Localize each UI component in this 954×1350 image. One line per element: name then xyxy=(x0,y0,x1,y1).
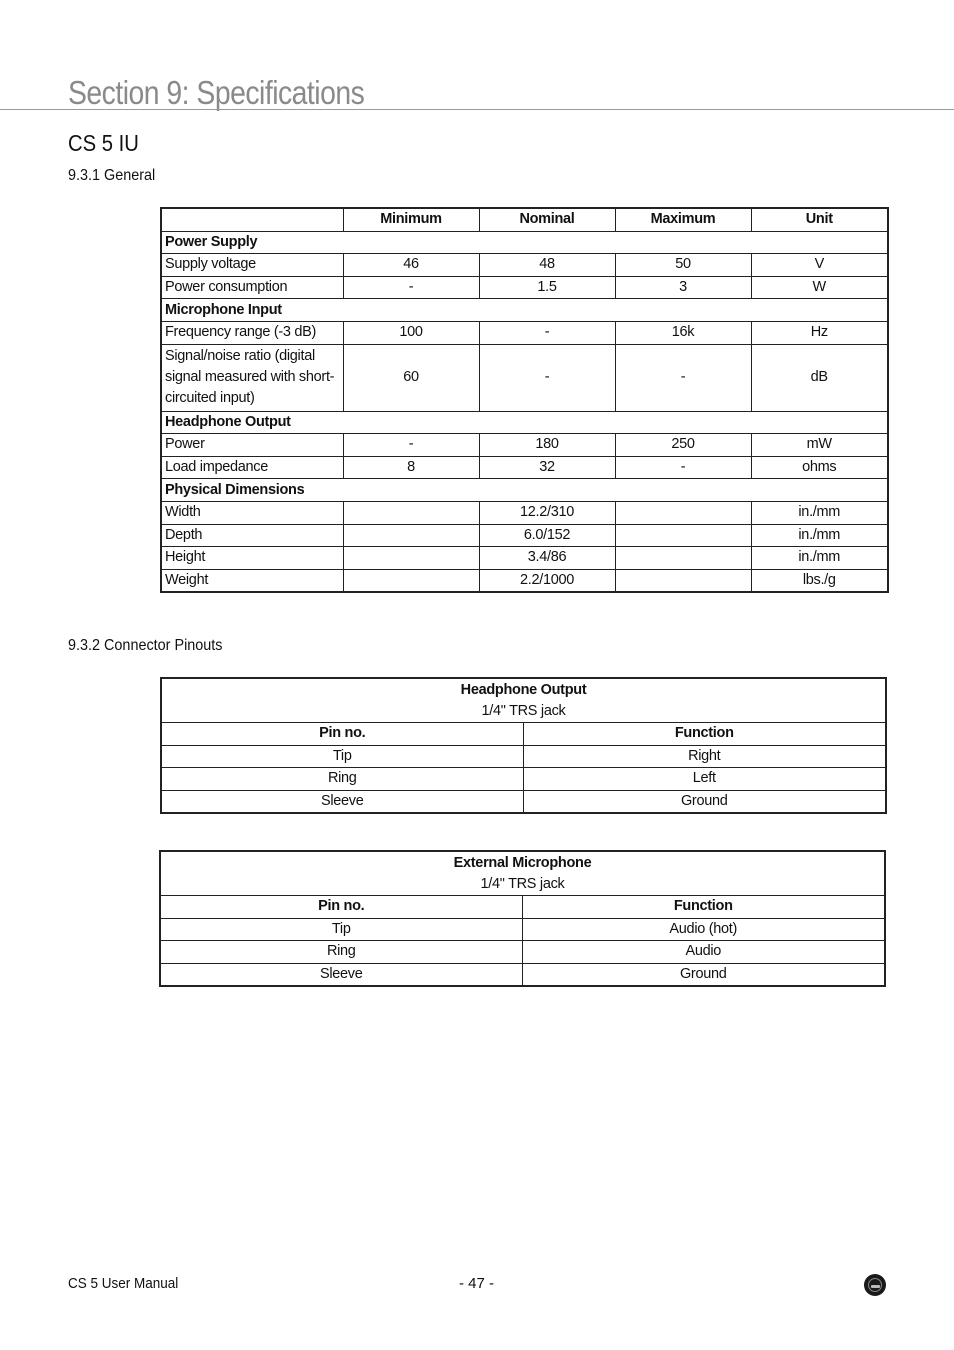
model-title: CS 5 IU xyxy=(68,130,139,156)
spec-group-label: Headphone Output xyxy=(161,411,888,434)
function-cell: Ground xyxy=(523,790,886,813)
function-cell: Left xyxy=(523,768,886,791)
spec-minimum: 46 xyxy=(343,254,479,277)
general-heading: 9.3.1 General xyxy=(68,167,156,184)
table-row xyxy=(161,790,886,813)
spec-maximum xyxy=(615,501,751,524)
pin-cell: Tip xyxy=(161,745,523,768)
spec-unit: ohms xyxy=(751,456,888,479)
table-row xyxy=(161,254,888,277)
spec-unit: V xyxy=(751,254,888,277)
table-row xyxy=(160,963,885,986)
spec-minimum: 100 xyxy=(343,321,479,344)
spec-unit: lbs./g xyxy=(751,569,888,592)
spec-parameter: Frequency range (-3 dB) xyxy=(161,321,343,344)
spec-nominal: 1.5 xyxy=(479,276,615,299)
footer-page-number: - 47 - xyxy=(459,1275,495,1292)
pin-number-header: Pin no. xyxy=(161,723,523,746)
spec-minimum xyxy=(343,547,479,570)
spec-maximum: 16k xyxy=(615,321,751,344)
spec-unit: in./mm xyxy=(751,547,888,570)
spec-header-unit: Unit xyxy=(751,208,888,231)
pinout-title-row xyxy=(161,678,886,723)
spec-nominal: 180 xyxy=(479,434,615,457)
spec-parameter: Power xyxy=(161,434,343,457)
table-row xyxy=(161,768,886,791)
spec-unit: W xyxy=(751,276,888,299)
spec-maximum xyxy=(615,547,751,570)
spec-header-row xyxy=(161,208,888,231)
table-row xyxy=(161,524,888,547)
footer-manual-name: CS 5 User Manual xyxy=(68,1275,179,1292)
akg-logo-icon xyxy=(864,1274,886,1296)
spec-nominal: 3.4/86 xyxy=(479,547,615,570)
function-cell: Audio (hot) xyxy=(522,918,885,941)
spec-maximum xyxy=(615,524,751,547)
pinout-subtitle: 1/4" TRS jack xyxy=(481,702,566,719)
table-row xyxy=(161,501,888,524)
spec-header-maximum: Maximum xyxy=(615,208,751,231)
table-row xyxy=(160,941,885,964)
table-row xyxy=(161,456,888,479)
function-cell: Right xyxy=(523,745,886,768)
spec-maximum: 50 xyxy=(615,254,751,277)
spec-nominal: 6.0/152 xyxy=(479,524,615,547)
pin-cell: Ring xyxy=(160,941,522,964)
spec-unit: Hz xyxy=(751,321,888,344)
specifications-table xyxy=(160,207,889,593)
spec-minimum: - xyxy=(343,276,479,299)
table-row xyxy=(161,569,888,592)
external-microphone-pinout-table xyxy=(159,850,886,987)
spec-parameter: Signal/noise ratio (digital signal measured with short-circuited input) xyxy=(161,344,343,411)
spec-unit: mW xyxy=(751,434,888,457)
table-row xyxy=(161,745,886,768)
pinout-title: External Microphone xyxy=(453,854,592,871)
spec-header-blank xyxy=(161,208,343,231)
spec-parameter: Weight xyxy=(161,569,343,592)
spec-minimum: 60 xyxy=(343,344,479,411)
function-cell: Audio xyxy=(522,941,885,964)
spec-maximum: - xyxy=(615,456,751,479)
spec-maximum: - xyxy=(615,344,751,411)
function-header: Function xyxy=(522,896,885,919)
spec-maximum: 3 xyxy=(615,276,751,299)
pinout-title-cell xyxy=(161,678,886,723)
table-row xyxy=(161,434,888,457)
spec-unit: in./mm xyxy=(751,524,888,547)
function-header: Function xyxy=(523,723,886,746)
connector-pinouts-heading: 9.3.2 Connector Pinouts xyxy=(68,637,223,654)
spec-group-row xyxy=(161,299,888,322)
spec-header-minimum: Minimum xyxy=(343,208,479,231)
spec-nominal: - xyxy=(479,321,615,344)
section-title: Section 9: Specifications xyxy=(68,74,365,111)
table-row xyxy=(161,276,888,299)
spec-group-row xyxy=(161,231,888,254)
pin-cell: Tip xyxy=(160,918,522,941)
spec-parameter: Supply voltage xyxy=(161,254,343,277)
spec-group-label: Physical Dimensions xyxy=(161,479,888,502)
spec-nominal: 48 xyxy=(479,254,615,277)
pin-number-header: Pin no. xyxy=(160,896,522,919)
spec-parameter: Depth xyxy=(161,524,343,547)
function-cell: Ground xyxy=(522,963,885,986)
spec-group-label: Power Supply xyxy=(161,231,888,254)
spec-minimum xyxy=(343,501,479,524)
spec-minimum: - xyxy=(343,434,479,457)
table-row xyxy=(161,547,888,570)
spec-unit: in./mm xyxy=(751,501,888,524)
spec-maximum: 250 xyxy=(615,434,751,457)
table-row xyxy=(161,344,888,411)
pinout-title-cell xyxy=(160,851,885,896)
spec-minimum xyxy=(343,524,479,547)
spec-nominal: 32 xyxy=(479,456,615,479)
pin-cell: Ring xyxy=(161,768,523,791)
spec-minimum: 8 xyxy=(343,456,479,479)
spec-group-label: Microphone Input xyxy=(161,299,888,322)
spec-nominal: 12.2/310 xyxy=(479,501,615,524)
spec-nominal: - xyxy=(479,344,615,411)
pinout-header-row xyxy=(161,723,886,746)
spec-parameter: Height xyxy=(161,547,343,570)
pin-cell: Sleeve xyxy=(161,790,523,813)
spec-group-row xyxy=(161,479,888,502)
title-divider xyxy=(0,109,954,110)
pinout-title-row xyxy=(160,851,885,896)
pin-cell: Sleeve xyxy=(160,963,522,986)
spec-nominal: 2.2/1000 xyxy=(479,569,615,592)
spec-minimum xyxy=(343,569,479,592)
spec-maximum xyxy=(615,569,751,592)
spec-group-row xyxy=(161,411,888,434)
headphone-output-pinout-table xyxy=(160,677,887,814)
pinout-title: Headphone Output xyxy=(460,681,587,698)
table-row xyxy=(161,321,888,344)
pinout-header-row xyxy=(160,896,885,919)
pinout-subtitle: 1/4" TRS jack xyxy=(480,875,565,892)
spec-parameter: Power consumption xyxy=(161,276,343,299)
spec-unit: dB xyxy=(751,344,888,411)
spec-parameter: Width xyxy=(161,501,343,524)
spec-header-nominal: Nominal xyxy=(479,208,615,231)
spec-parameter: Load impedance xyxy=(161,456,343,479)
table-row xyxy=(160,918,885,941)
